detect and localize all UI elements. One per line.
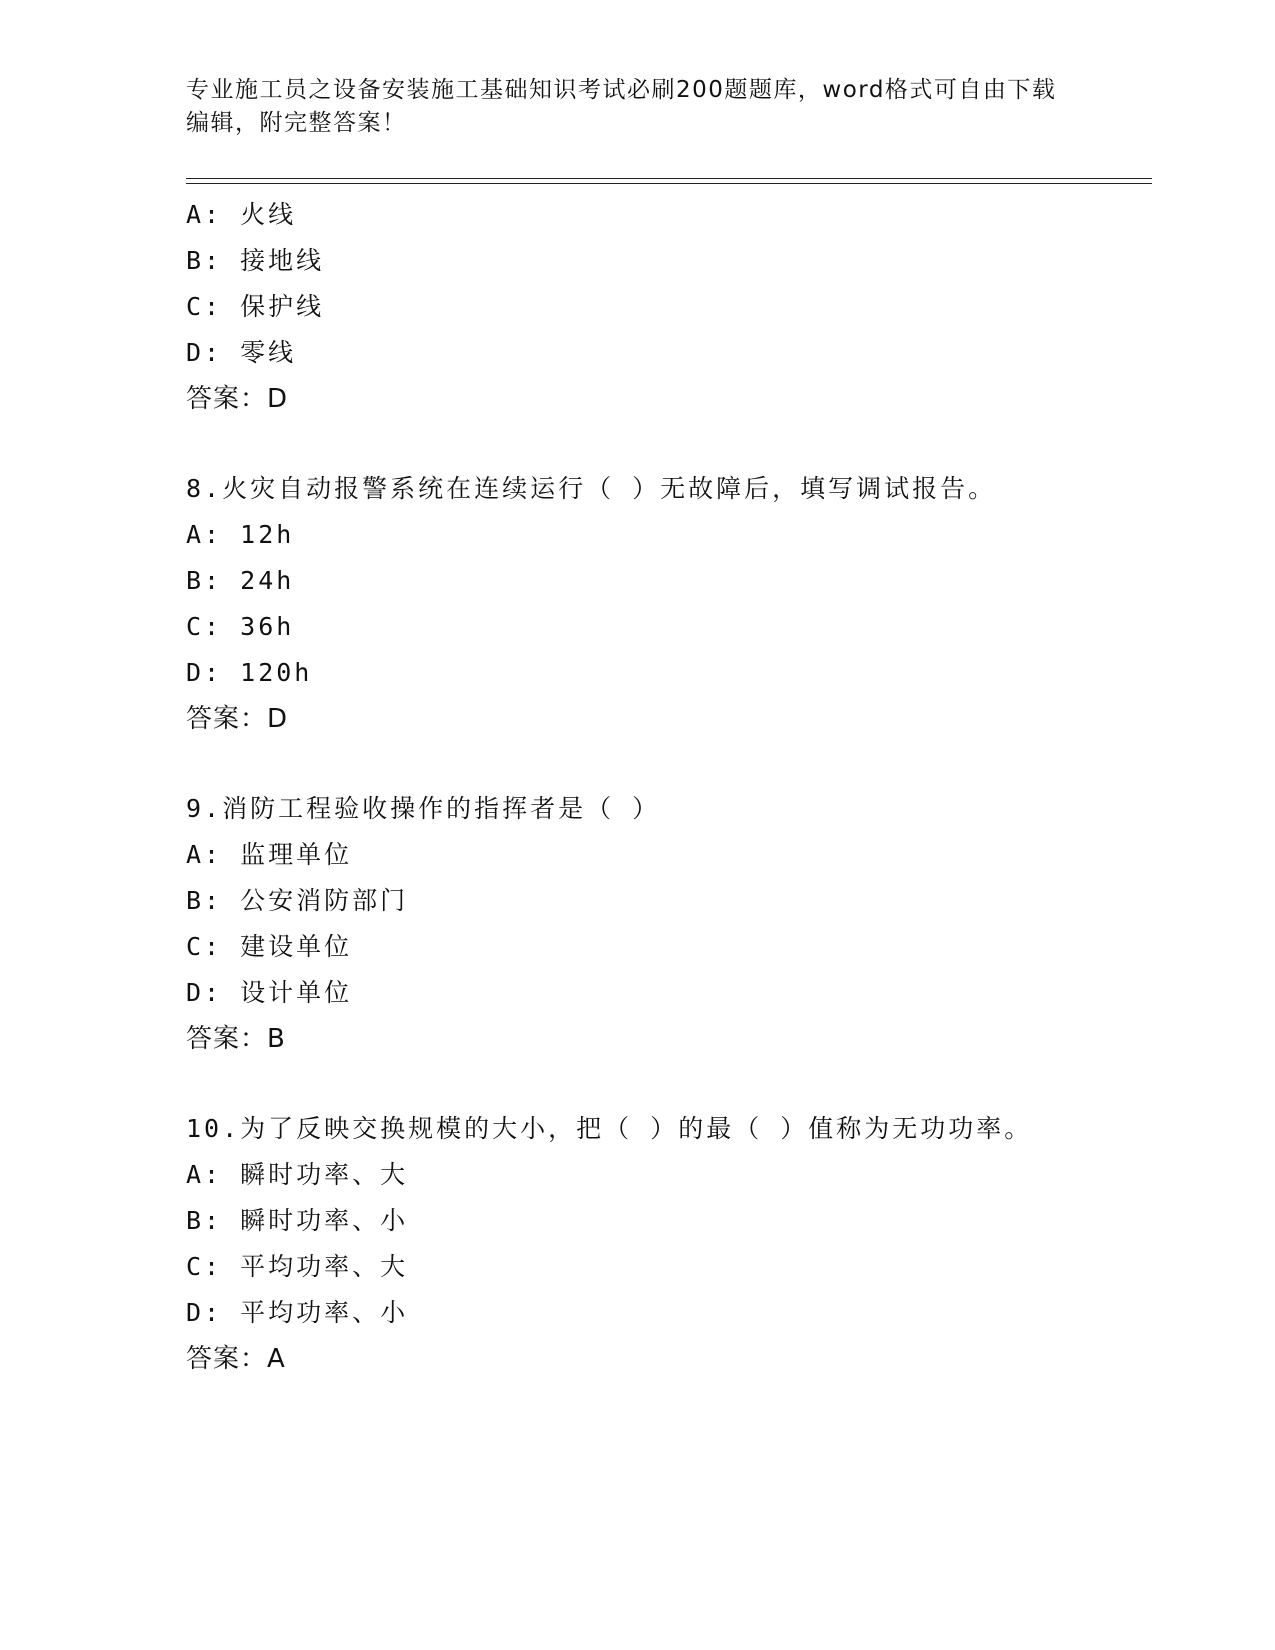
option-c: C: 36h [186, 612, 295, 641]
question-block-7 [186, 192, 1146, 422]
header-divider-bottom [186, 183, 1152, 184]
document-header [186, 74, 1086, 140]
answer-line: 答案：D [186, 384, 289, 414]
spacer [186, 422, 1146, 466]
option-c: C: 平均功率、大 [186, 1252, 409, 1281]
option-d: D: 平均功率、小 [186, 1298, 409, 1327]
header-divider-top [186, 178, 1152, 179]
answer-line: 答案：B [186, 1024, 286, 1054]
question-block-8 [186, 466, 1146, 742]
option-b: B: 公安消防部门 [186, 886, 409, 915]
question-text: 10.为了反映交换规模的大小，把（ ）的最（ ）值称为无功功率。 [186, 1114, 1033, 1143]
question-block-10 [186, 1106, 1146, 1382]
option-a: A: 瞬时功率、大 [186, 1160, 409, 1189]
spacer [186, 1062, 1146, 1106]
answer-line: 答案：D [186, 704, 289, 734]
option-d: D: 设计单位 [186, 978, 353, 1007]
option-d: D: 零线 [186, 338, 297, 367]
answer-line: 答案：A [186, 1344, 286, 1374]
option-a: A: 12h [186, 520, 295, 549]
question-text: 8.火灾自动报警系统在连续运行（ ）无故障后，填写调试报告。 [186, 474, 997, 503]
option-c: C: 建设单位 [186, 932, 353, 961]
question-text: 9.消防工程验收操作的指挥者是（ ） [186, 794, 661, 823]
option-b: B: 接地线 [186, 246, 325, 275]
question-list [186, 192, 1146, 1382]
header-title-line-1: 专业施工员之设备安装施工基础知识考试必刷200题题库，word格式可自由下载 [186, 77, 1057, 103]
option-b: B: 24h [186, 566, 295, 595]
spacer [186, 742, 1146, 786]
option-a: A: 监理单位 [186, 840, 353, 869]
option-d: D: 120h [186, 658, 313, 687]
question-block-9 [186, 786, 1146, 1062]
option-a: A: 火线 [186, 200, 297, 229]
option-b: B: 瞬时功率、小 [186, 1206, 409, 1235]
option-c: C: 保护线 [186, 292, 325, 321]
header-title-line-2: 编辑，附完整答案！ [186, 110, 407, 136]
